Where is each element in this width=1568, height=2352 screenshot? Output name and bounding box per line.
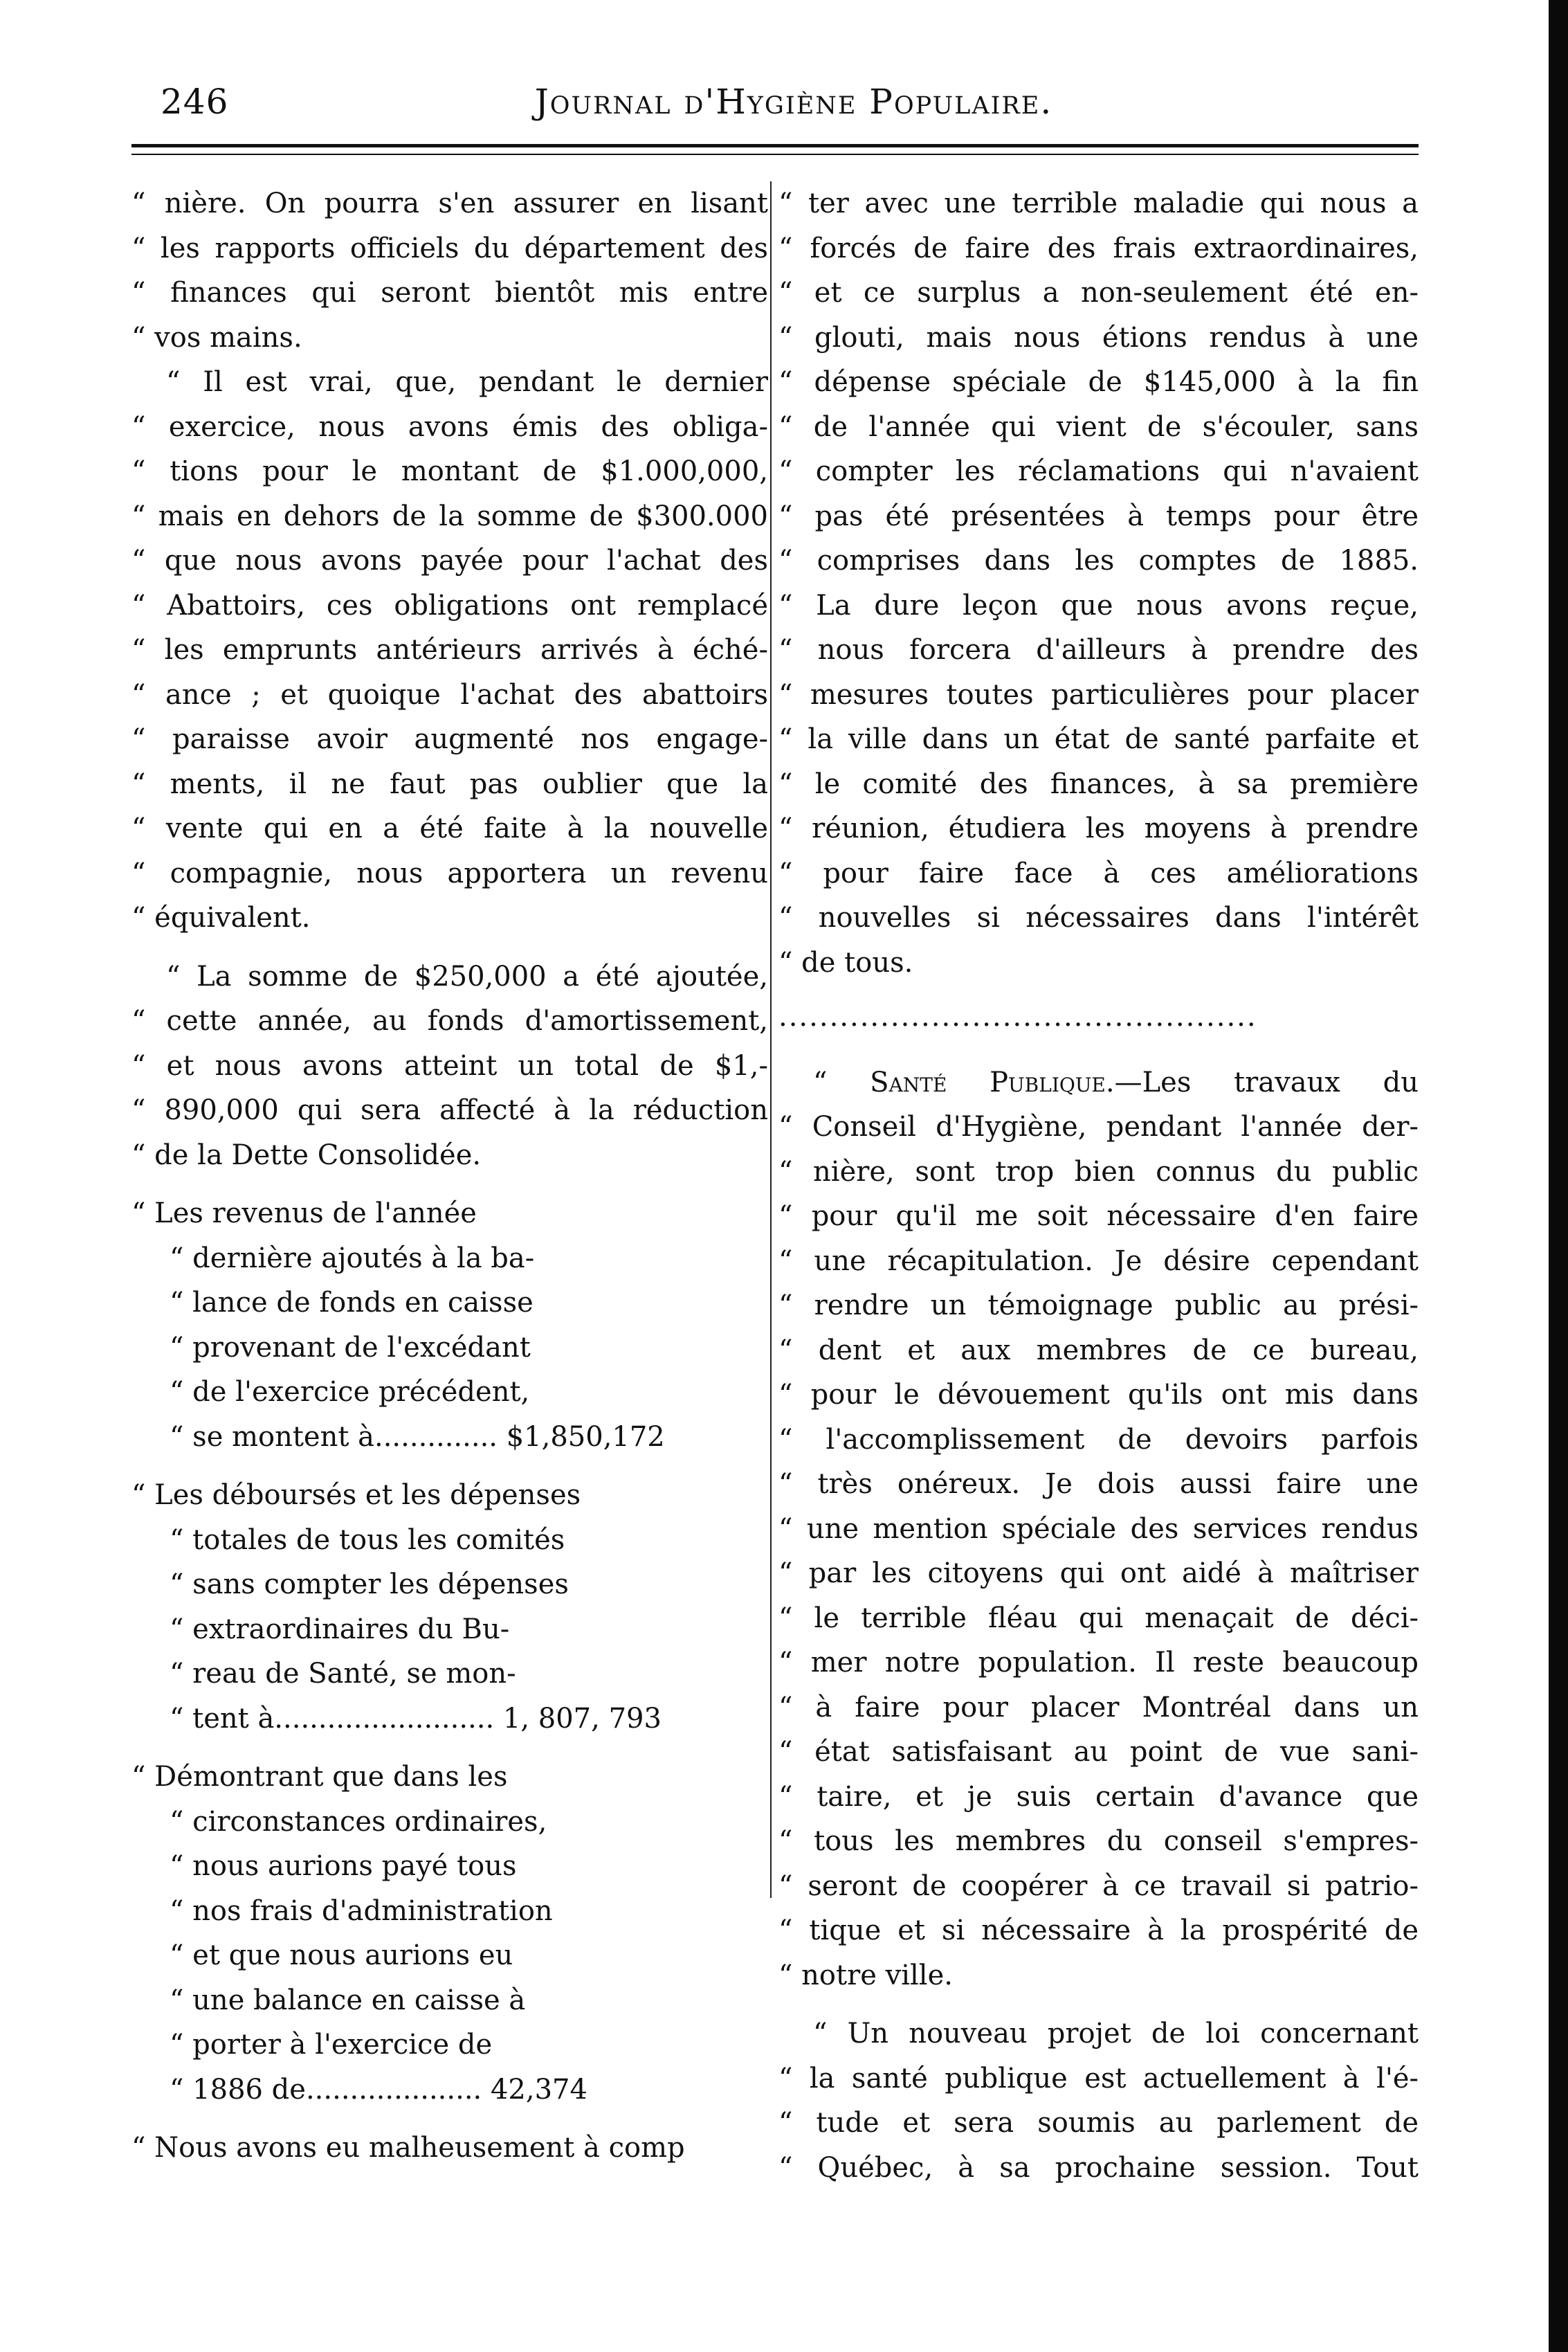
text-line: “ une récapitulation. Je désire cependant <box>778 1245 1419 1277</box>
text-line: “ la ville dans un état de santé parfaite et <box>778 723 1419 755</box>
section-heading-continuation: —Les travaux du <box>1114 1066 1419 1098</box>
ledger-label: “ tent à......................... <box>170 1702 495 1735</box>
text-line: “ tude et sera soumis au parlement de <box>778 2107 1419 2139</box>
text-line: “ Les revenus de l'année <box>131 1197 477 1229</box>
text-line: “ l'accomplissement de devoirs parfois <box>778 1423 1419 1456</box>
text-line: “ une mention spéciale des services rendus <box>778 1512 1419 1545</box>
text-line: “ pour le dévouement qu'ils ont mis dans <box>778 1379 1419 1411</box>
text-line: “ Il est vrai, que, pendant le dernier <box>166 366 768 398</box>
text-line: “ lance de fonds en caisse <box>170 1287 534 1319</box>
text-line: “ rendre un témoignage public au prési- <box>778 1290 1419 1321</box>
ledger-item-revenues <box>131 1191 768 1459</box>
right-paragraph-3 <box>778 2011 1419 2190</box>
left-paragraph-1 <box>131 181 768 360</box>
ledger-amount: 1, 807, 793 <box>502 1702 662 1735</box>
text-line: “ notre ville. <box>778 1959 953 1991</box>
text-line: “ réunion, étudiera les moyens à prendre <box>778 813 1419 844</box>
text-line: “ vente qui en a été faite à la nouvelle <box>131 813 768 844</box>
text-line: “ finances qui seront bientôt mis entre <box>131 277 768 309</box>
text-line: “ de l'exercice précédent, <box>170 1376 530 1408</box>
text-line: “ nous aurions payé tous <box>170 1850 517 1882</box>
text-line: “ compter les réclamations qui n'avaient <box>778 455 1419 487</box>
column-divider <box>770 181 772 1898</box>
text-line: “ les emprunts antérieurs arrivés à éché- <box>131 634 768 666</box>
left-paragraph-3 <box>131 955 768 1178</box>
text-line: “ tions pour le montant de $1.000,000, <box>131 455 768 487</box>
text-line: “ paraisse avoir augmenté nos engage- <box>131 723 768 755</box>
text-line: “ reau de Santé, se mon- <box>170 1658 516 1690</box>
text-line: “ totales de tous les comités <box>170 1523 565 1556</box>
running-title: Journal d'Hygiène Populaire. <box>534 82 1053 122</box>
text-line: “ nouvelles si nécessaires dans l'intérêt <box>778 902 1419 934</box>
text-line: “ Les déboursés et les dépenses <box>131 1479 581 1511</box>
text-line: “ mais en dehors de la somme de $300.000 <box>131 500 768 532</box>
text-line: “ forcés de faire des frais extraordinaires, <box>778 232 1419 264</box>
text-line: “ le terrible fléau qui menaçait de déci- <box>778 1602 1419 1634</box>
ledger-total-row <box>131 1697 768 1742</box>
text-line <box>778 1060 1419 1105</box>
text-line: “ La somme de $250,000 a été ajoutée, <box>166 960 768 993</box>
text-line: “ comprises dans les comptes de 1885. <box>778 545 1419 577</box>
header-rule-thick <box>131 144 1419 147</box>
text-line: “ dent et aux membres de ce bureau, <box>778 1334 1419 1366</box>
text-line: “ état satisfaisant au point de vue sani- <box>778 1736 1419 1768</box>
text-line: “ de la Dette Consolidée. <box>131 1139 482 1171</box>
section-heading: “ Santé Publique. <box>813 1066 1115 1098</box>
text-line: “ de tous. <box>778 946 913 979</box>
text-line: “ mesures toutes particulières pour placer <box>778 678 1419 711</box>
ledger-amount: 42,374 <box>490 2073 587 2106</box>
text-line: “ tique et si nécessaire à la prospérité de <box>778 1915 1419 1946</box>
right-paragraph-2 <box>778 1060 1419 1998</box>
text-line: “ et ce surplus a non-seulement été en- <box>778 277 1419 309</box>
text-line: “ dernière ajoutés à la ba- <box>170 1242 535 1274</box>
header-rule-thin <box>131 154 1419 155</box>
text-line: “ de l'année qui vient de s'écouler, sans <box>778 410 1419 443</box>
text-line: “ dépense spéciale de $145,000 à la fin <box>778 366 1419 398</box>
left-column <box>131 181 768 2171</box>
page-edge-border <box>1549 0 1568 2352</box>
text-line: “ et que nous aurions eu <box>170 1939 513 1971</box>
text-line: “ Conseil d'Hygiène, pendant l'année der- <box>778 1111 1419 1143</box>
text-line: “ circonstances ordinaires, <box>170 1805 547 1838</box>
text-line: “ Un nouveau projet de loi concernant <box>813 2018 1419 2050</box>
text-line: “ ance ; et quoique l'achat des abattoirs <box>131 678 768 711</box>
text-line: “ nière. On pourra s'en assurer en lisant <box>131 188 768 219</box>
text-line: “ Abattoirs, ces obligations ont remplacé <box>131 589 768 622</box>
text-line: “ nière, sont trop bien connus du public <box>778 1155 1419 1188</box>
ledger-item-expenses <box>131 1473 768 1741</box>
text-line: “ porter à l'exercice de <box>170 2029 493 2061</box>
right-paragraph-1 <box>778 181 1419 985</box>
text-line: “ nous forcera d'ailleurs à prendre des <box>778 634 1419 666</box>
text-line: “ ments, il ne faut pas oublier que la <box>131 768 768 800</box>
text-line: “ Québec, à sa prochaine session. Tout <box>778 2151 1419 2184</box>
text-line: “ seront de coopérer à ce travail si patrio- <box>778 1870 1419 1902</box>
ledger-total-row <box>131 1415 768 1460</box>
right-column <box>778 181 1419 2190</box>
text-line: “ mer notre population. Il reste beaucoup <box>778 1647 1419 1679</box>
text-line: “ Nous avons eu malheusement à comp <box>131 2132 685 2164</box>
text-line: “ tous les membres du conseil s'empres- <box>778 1825 1419 1857</box>
text-line: “ la santé publique est actuellement à l'é- <box>778 2062 1419 2095</box>
text-line: “ extraordinaires du Bu- <box>170 1613 510 1645</box>
ledger-label: “ se montent à.............. <box>170 1420 498 1453</box>
text-line: “ Démontrant que dans les <box>131 1761 508 1793</box>
text-line: “ pas été présentées à temps pour être <box>778 500 1419 532</box>
text-line: “ provenant de l'excédant <box>170 1331 531 1364</box>
text-line: “ nos frais d'administration <box>170 1894 553 1927</box>
text-line: “ une balance en caisse à <box>170 1984 526 2016</box>
text-line: “ glouti, mais nous étions rendus à une <box>778 321 1419 354</box>
text-line: “ et nous avons atteint un total de $1,- <box>131 1049 768 1082</box>
text-line: “ taire, et je suis certain d'avance que <box>778 1780 1419 1813</box>
text-line: “ La dure leçon que nous avons reçue, <box>778 589 1419 622</box>
text-line: “ pour faire face à ces améliorations <box>778 857 1419 889</box>
text-line: “ cette année, au fonds d'amortissement, <box>131 1005 768 1037</box>
text-line: “ ter avec une terrible maladie qui nous a <box>778 188 1419 219</box>
section-divider: ............................................... <box>778 1001 1257 1033</box>
text-line: “ compagnie, nous apportera un revenu <box>131 857 768 889</box>
text-line: “ sans compter les dépenses <box>170 1568 569 1600</box>
text-line: “ les rapports officiels du département des <box>131 232 768 264</box>
ledger-amount: $1,850,172 <box>506 1420 665 1453</box>
text-line: “ pour qu'il me soit nécessaire d'en faire <box>778 1200 1419 1232</box>
text-line: “ équivalent. <box>131 902 311 934</box>
text-line: “ 890,000 qui sera affecté à la réduction <box>131 1094 768 1126</box>
text-line: “ le comité des finances, à sa première <box>778 768 1419 800</box>
text-line: “ à faire pour placer Montréal dans un <box>778 1691 1419 1724</box>
text-line: “ que nous avons payée pour l'achat des <box>131 545 768 577</box>
text-line: “ exercice, nous avons émis des obliga- <box>131 410 768 443</box>
ledger-total-row <box>131 2068 768 2113</box>
text-line: “ par les citoyens qui ont aidé à maîtriser <box>778 1557 1419 1589</box>
ledger-label: “ 1886 de.................... <box>170 2073 482 2106</box>
text-line: “ très onéreux. Je dois aussi faire une <box>778 1468 1419 1500</box>
page-number: 246 <box>161 82 229 122</box>
left-paragraph-2 <box>131 360 768 941</box>
text-line: “ vos mains. <box>131 321 302 354</box>
ledger-item-balance <box>131 1755 768 2112</box>
